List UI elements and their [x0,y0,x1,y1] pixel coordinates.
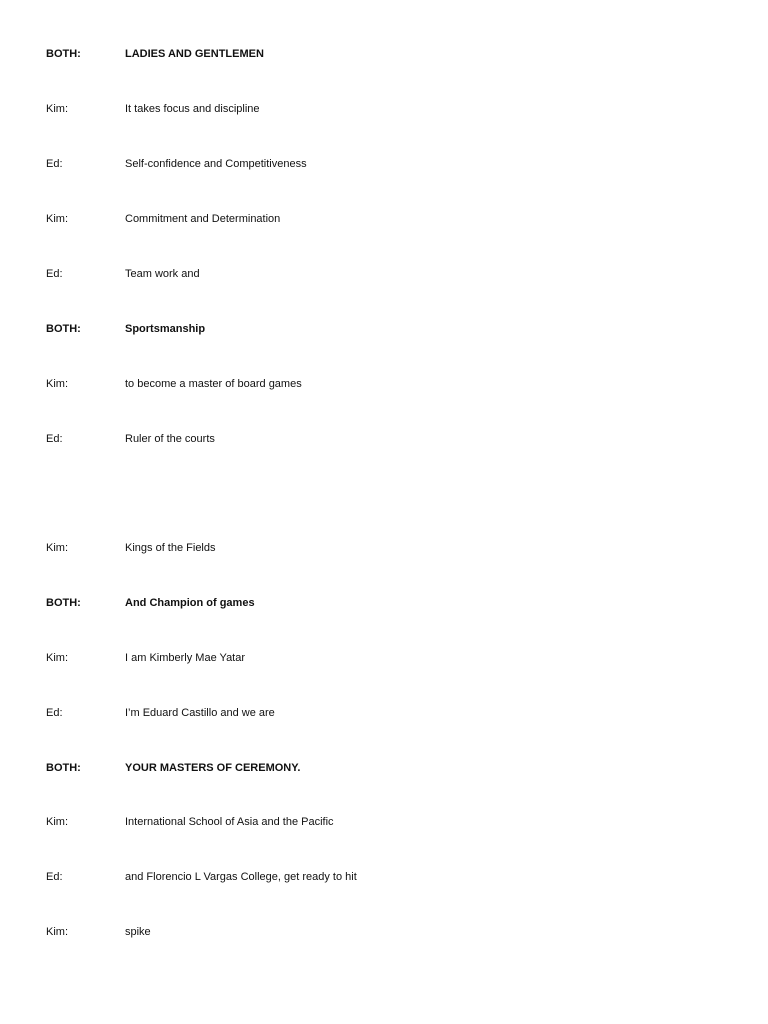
speaker-label: Kim: [46,213,68,225]
speaker-label: BOTH: [46,762,81,774]
dialogue-text: LADIES AND GENTLEMEN [125,48,264,60]
speaker-label: Kim: [46,816,68,828]
dialogue-text: Kings of the Fields [125,542,216,554]
dialogue-text: International School of Asia and the Pacific [125,816,334,828]
speaker-label: Kim: [46,103,68,115]
dialogue-text: And Champion of games [125,597,255,609]
speaker-label: Kim: [46,542,68,554]
dialogue-text: spike [125,926,151,938]
dialogue-text: I am Kimberly Mae Yatar [125,652,246,664]
speaker-label: BOTH: [46,597,81,609]
dialogue-text: Ruler of the courts [125,433,215,445]
dialogue-text: YOUR MASTERS OF CEREMONY. [125,762,301,774]
speaker-label: Ed: [46,707,63,719]
speaker-label: Ed: [46,158,63,170]
dialogue-text: It takes focus and discipline [125,103,260,115]
dialogue-text: Team work and [125,268,200,280]
speaker-label: BOTH: [46,48,81,60]
speaker-label: Kim: [46,378,68,390]
dialogue-text: and Florencio L Vargas College, get ready to hit [125,871,357,883]
speaker-label: Ed: [46,871,63,883]
speaker-label: Kim: [46,652,68,664]
dialogue-text: Sportsmanship [125,323,206,335]
speaker-label: BOTH: [46,323,81,335]
speaker-label: Kim: [46,926,68,938]
speaker-label: Ed: [46,268,63,280]
dialogue-text: Self-confidence and Competitiveness [125,158,307,170]
speaker-label: Ed: [46,433,63,445]
dialogue-text: to become a master of board games [125,378,302,390]
dialogue-text: I’m Eduard Castillo and we are [125,707,275,719]
dialogue-text: Commitment and Determination [125,213,281,225]
